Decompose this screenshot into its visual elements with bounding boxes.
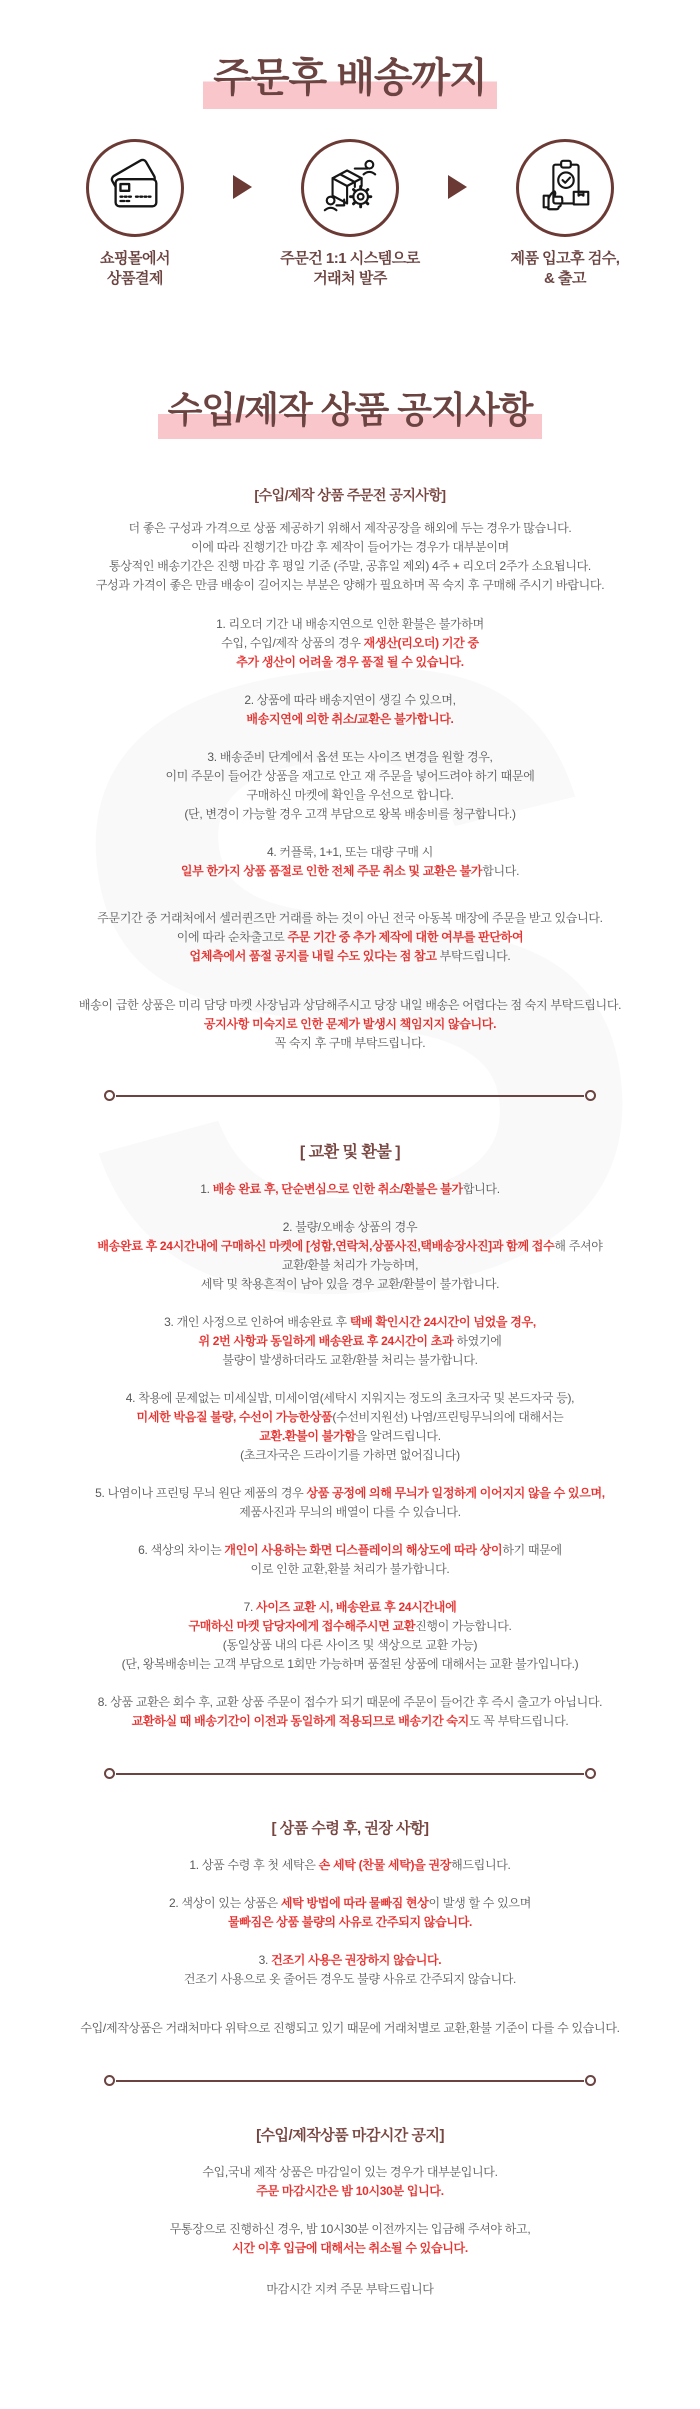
notice-paragraph — [0, 1541, 700, 1579]
section-heading: [ 상품 수령 후, 권장 사항] — [271, 1819, 429, 1837]
body-text: 6. 색상의 차이는 — [138, 1542, 225, 1557]
step-payment-label-line2: 상품결제 — [107, 270, 163, 288]
emphasis-text: 주문 마감시간은 밤 10시30분 입니다. — [256, 2183, 444, 2198]
inspection-shipping-icon — [534, 155, 596, 222]
body-text: 을 알려드립니다. — [355, 1428, 441, 1443]
body-text: 2. 상품에 따라 배송지연이 생길 수 있으며, — [244, 692, 456, 707]
notice-paragraph — [0, 1894, 700, 1932]
notice-paragraph — [0, 2019, 700, 2038]
body-text: 수입, 수입/제작 상품의 경우 — [221, 635, 364, 650]
notice-paragraph — [0, 519, 700, 595]
body-text: (단, 왕복배송비는 고객 부담으로 1회만 가능하며 품절된 상품에 대해서는 교환 불가입니다.) — [121, 1656, 579, 1671]
emphasis-text: 배송지연에 의한 취소/교환은 불가합니다. — [246, 711, 454, 726]
step-order-system-label-line2: 거래처 발주 — [313, 270, 387, 288]
body-text: 부탁드립니다. — [436, 948, 511, 963]
step-payment-circle — [86, 139, 184, 237]
emphasis-text: 배송완료 후 24시간내에 구매하신 마켓에 [성함,연락처,상품사진,택배송장사진]과 함께 접수 — [97, 1238, 555, 1253]
body-text: 무통장으로 진행하신 경우, 밤 10시30분 이전까지는 입금해 주셔야 하고, — [169, 2221, 531, 2236]
emphasis-text: 구매하신 마켓 담당자에게 접수해주시면 교환 — [188, 1618, 416, 1633]
notice-paragraph — [0, 2163, 700, 2201]
body-text: 이에 따라 진행기간 마감 후 제작이 들어가는 경우가 대부분이며 — [191, 539, 509, 554]
body-text: 구매하신 마켓에 확인을 우선으로 합니다. — [246, 787, 454, 802]
notice-body — [0, 485, 700, 2409]
body-text: 건조기 사용으로 옷 줄어든 경우도 불량 사유로 간주되지 않습니다. — [183, 1971, 517, 1986]
step-payment-label — [100, 249, 170, 290]
body-text: 1. 상품 수령 후 첫 세탁은 — [189, 1857, 319, 1872]
divider — [116, 2080, 584, 2082]
notice-title: 수입/제작 상품 공지사항 — [158, 382, 543, 439]
step-payment-label-line1: 쇼핑몰에서 — [100, 250, 170, 267]
body-text: (동일상품 내의 다른 사이즈 및 색상으로 교환 가능) — [222, 1637, 478, 1652]
body-text: 진행이 가능합니다. — [415, 1618, 512, 1633]
emphasis-text: 미세한 박음질 불량, 수선이 가능한상품 — [136, 1409, 333, 1424]
notice-paragraph — [0, 1693, 700, 1731]
emphasis-text: 개인이 사용하는 화면 디스플레이의 해상도에 따라 상이 — [224, 1542, 503, 1557]
divider — [116, 1773, 584, 1775]
spacer — [0, 966, 700, 996]
body-text: 3. — [258, 1952, 272, 1967]
emphasis-text: 물빠짐은 상품 불량의 사유로 간주되지 않습니다. — [227, 1914, 473, 1929]
body-text: 8. 상품 교환은 회수 후, 교환 상품 주문이 접수가 되기 때문에 주문이 들어간 후 즉시 출고가 아닙니다. — [97, 1694, 603, 1709]
step-inspection-label-line1: 제품 입고후 검수, — [510, 250, 620, 267]
notice-paragraph — [0, 996, 700, 1053]
step-order-system-label-line1: 주문건 1:1 시스템으로 — [280, 250, 420, 267]
spacer — [0, 1199, 700, 1218]
emphasis-text: 교환하실 때 배송기간이 이전과 동일하게 적용되므로 배송기간 숙지 — [131, 1713, 469, 1728]
emphasis-text: 시간 이후 입금에 대해서는 취소될 수 있습니다. — [232, 2240, 468, 2255]
notice-paragraph — [0, 748, 700, 824]
spacer — [0, 2258, 700, 2280]
spacer — [0, 1674, 700, 1693]
spacer — [0, 2145, 700, 2163]
spacer — [0, 1875, 700, 1894]
body-text: 주문기간 중 거래처에서 셀러퀸즈만 거래를 하는 것이 아닌 전국 아동복 매장에 주문을 받고 있습니다. — [97, 910, 603, 925]
body-text: 이 발생 할 수 있으며 — [428, 1895, 532, 1910]
body-text: 하였기에 — [453, 1333, 502, 1348]
spacer — [0, 1162, 700, 1180]
spacer — [0, 1465, 700, 1484]
body-text: 3. 배송준비 단계에서 옵션 또는 사이즈 변경을 원할 경우, — [207, 749, 493, 764]
credit-cards-icon — [104, 155, 166, 222]
notice-paragraph — [0, 1313, 700, 1370]
emphasis-text: 상품 공정에 의해 무늬가 일정하게 이어지지 않을 수 있으며, — [306, 1485, 605, 1500]
step-inspection — [467, 139, 663, 290]
body-text: 1. — [200, 1181, 213, 1196]
body-text: 이미 주문이 들어간 상품을 재고로 안고 재 주문을 넣어드려야 하기 때문에 — [165, 768, 535, 783]
emphasis-text: 공지사항 미숙지로 인한 문제가 발생시 책임지지 않습니다. — [203, 1016, 497, 1031]
section-heading: [수입/제작상품 마감시간 공지] — [256, 2126, 444, 2144]
spacer — [0, 1989, 700, 2019]
step-order-system-label — [280, 249, 419, 290]
body-text: 2. 색상이 있는 상품은 — [168, 1895, 281, 1910]
body-text: 합니다. — [462, 1181, 500, 1196]
body-text: 7. — [243, 1599, 257, 1614]
body-text: 하기 때문에 — [502, 1542, 562, 1557]
emphasis-text: 배송 완료 후, 단순변심으로 인한 취소/환불은 불가 — [212, 1181, 463, 1196]
divider — [116, 1095, 584, 1097]
notice-paragraph — [0, 909, 700, 966]
emphasis-text: 주문 기간 중 추가 제작에 대한 여부를 판단하여 — [287, 929, 524, 944]
body-text: 수입/제작상품은 거래처마다 위탁으로 진행되고 있기 때문에 거래처별로 교환,환불 기준이 다를 수 있습니다. — [80, 2020, 620, 2035]
emphasis-text: 위 2번 사항과 동일하게 배송완료 후 24시간이 초과 — [198, 1333, 454, 1348]
notice-paragraph — [0, 1218, 700, 1294]
spacer — [0, 1932, 700, 1951]
spacer — [0, 1579, 700, 1598]
spacer — [0, 1294, 700, 1313]
notice-paragraph — [0, 1484, 700, 1522]
order-system-icon — [319, 155, 381, 222]
spacer — [0, 824, 700, 843]
spacer — [0, 2201, 700, 2220]
emphasis-text: 업체측에서 품절 공지를 내릴 수도 있다는 점 참고 — [189, 948, 437, 963]
step-inspection-label — [511, 249, 620, 290]
emphasis-text: 교환.환불이 불가함 — [259, 1428, 356, 1443]
body-text: 3. 개인 사정으로 인하여 배송완료 후 — [164, 1314, 350, 1329]
body-text: 2. 불량/오배송 상품의 경우 — [282, 1219, 418, 1234]
body-text: 구성과 가격이 좋은 만큼 배송이 길어지는 부분은 양해가 필요하며 꼭 숙지 후 구매해 주시기 바랍니다. — [95, 577, 605, 592]
spacer — [0, 1522, 700, 1541]
body-text: 불량이 발생하더라도 교환/환불 처리는 불가합니다. — [222, 1352, 478, 1367]
notice-paragraph — [0, 1598, 700, 1674]
body-text: 통상적인 배송기간은 진행 마감 후 평일 기준 (주말, 공휴일 제외) 4주 + 리오더 2주가 소요됩니다. — [109, 558, 591, 573]
step-order-system-circle — [301, 139, 399, 237]
body-text: 도 꼭 부탁드립니다. — [468, 1713, 569, 1728]
spacer — [0, 1370, 700, 1389]
body-text: 해 주셔야 — [554, 1238, 603, 1253]
body-text: 이로 인한 교환,환불 처리가 불가합니다. — [250, 1561, 450, 1576]
body-text: 배송이 급한 상품은 미리 담당 마켓 사장님과 상담해주시고 당장 내일 배송은 어렵다는 점 숙지 부탁드립니다. — [78, 997, 622, 1012]
body-text: 꼭 숙지 후 구매 부탁드립니다. — [274, 1035, 426, 1050]
emphasis-text: 손 세탁 (찬물 세탁)을 권장 — [318, 1857, 452, 1872]
step-inspection-label-line2: & 출고 — [544, 270, 586, 288]
body-text: 4. 커플룩, 1+1, 또는 대량 구매 시 — [266, 844, 434, 859]
notice-paragraph — [0, 1856, 700, 1875]
body-text: 1. 리오더 기간 내 배송지연으로 인한 환불은 불가하며 — [216, 616, 484, 631]
step-order-system — [252, 139, 448, 290]
spacer — [0, 672, 700, 691]
spacer — [0, 595, 700, 615]
process-steps — [0, 139, 700, 290]
emphasis-text: 추가 생산이 어려울 경우 품절 될 수 있습니다. — [236, 654, 464, 669]
arrow-right-icon — [448, 175, 467, 199]
body-text: 마감시간 지켜 주문 부탁드립니다 — [266, 2281, 434, 2296]
spacer — [0, 729, 700, 748]
body-text: (초크자국은 드라이기를 가하면 없어집니다) — [240, 1447, 460, 1462]
emphasis-text: 택배 확인시간 24시간이 넘었을 경우, — [349, 1314, 536, 1329]
notice-paragraph — [0, 1180, 700, 1199]
body-text: 5. 나염이나 프린팅 무늬 원단 제품의 경우 — [95, 1485, 307, 1500]
body-text: (단, 변경이 가능할 경우 고객 부담으로 왕복 배송비를 청구합니다.) — [184, 806, 516, 821]
body-text: (수선비지원선) 나염/프린팅무늬의에 대해서는 — [332, 1409, 564, 1424]
notice-paragraph — [0, 2280, 700, 2299]
body-text: 이에 따라 순차출고로 — [176, 929, 288, 944]
notice-paragraph — [0, 1951, 700, 1989]
step-inspection-circle — [516, 139, 614, 237]
notice-paragraph — [0, 2220, 700, 2258]
body-text: 해드립니다. — [451, 1857, 511, 1872]
arrow-right-icon — [233, 175, 252, 199]
emphasis-text: 사이즈 교환 시, 배송완료 후 24시간내에 — [256, 1599, 457, 1614]
notice-title-wrap — [0, 382, 700, 439]
body-text: 더 좋은 구성과 가격으로 상품 제공하기 위해서 제작공장을 해외에 두는 경우가 많습니다. — [128, 520, 572, 535]
body-text: 합니다. — [482, 863, 520, 878]
notice-paragraph — [0, 691, 700, 729]
section-heading: [ 교환 및 환불 ] — [299, 1143, 401, 1161]
emphasis-text: 일부 한가지 상품 품절로 인한 전체 주문 취소 및 교환은 불가 — [180, 863, 483, 878]
body-text: 제품사진과 무늬의 배열이 다를 수 있습니다. — [239, 1504, 461, 1519]
body-text: 세탁 및 착용흔적이 남아 있을 경우 교환/환불이 불가합니다. — [200, 1276, 500, 1291]
notice-paragraph — [0, 843, 700, 881]
order-to-delivery-title: 주문후 배송까지 — [203, 46, 497, 109]
notice-paragraph — [0, 1389, 700, 1465]
spacer — [0, 1838, 700, 1856]
emphasis-text: 재생산(리오더) 기간 중 — [363, 635, 479, 650]
body-text: 수입,국내 제작 상품은 마감일이 있는 경우가 대부분입니다. — [202, 2164, 498, 2179]
step-payment — [37, 139, 233, 290]
spacer — [0, 505, 700, 519]
body-text: 교환/환불 처리가 가능하며, — [281, 1257, 419, 1272]
emphasis-text: 건조기 사용은 권장하지 않습니다. — [271, 1952, 442, 1967]
order-to-delivery-title-wrap — [0, 46, 700, 109]
body-text: 4. 착용에 문제없는 미세실밥, 미세이염(세탁시 지워지는 정도의 초크자국 및 본드자국 등), — [125, 1390, 575, 1405]
spacer — [0, 881, 700, 909]
emphasis-text: 세탁 방법에 따라 물빠짐 현상 — [280, 1895, 429, 1910]
notice-paragraph — [0, 615, 700, 672]
section-heading: [수입/제작 상품 주문전 공지사항] — [254, 486, 446, 503]
